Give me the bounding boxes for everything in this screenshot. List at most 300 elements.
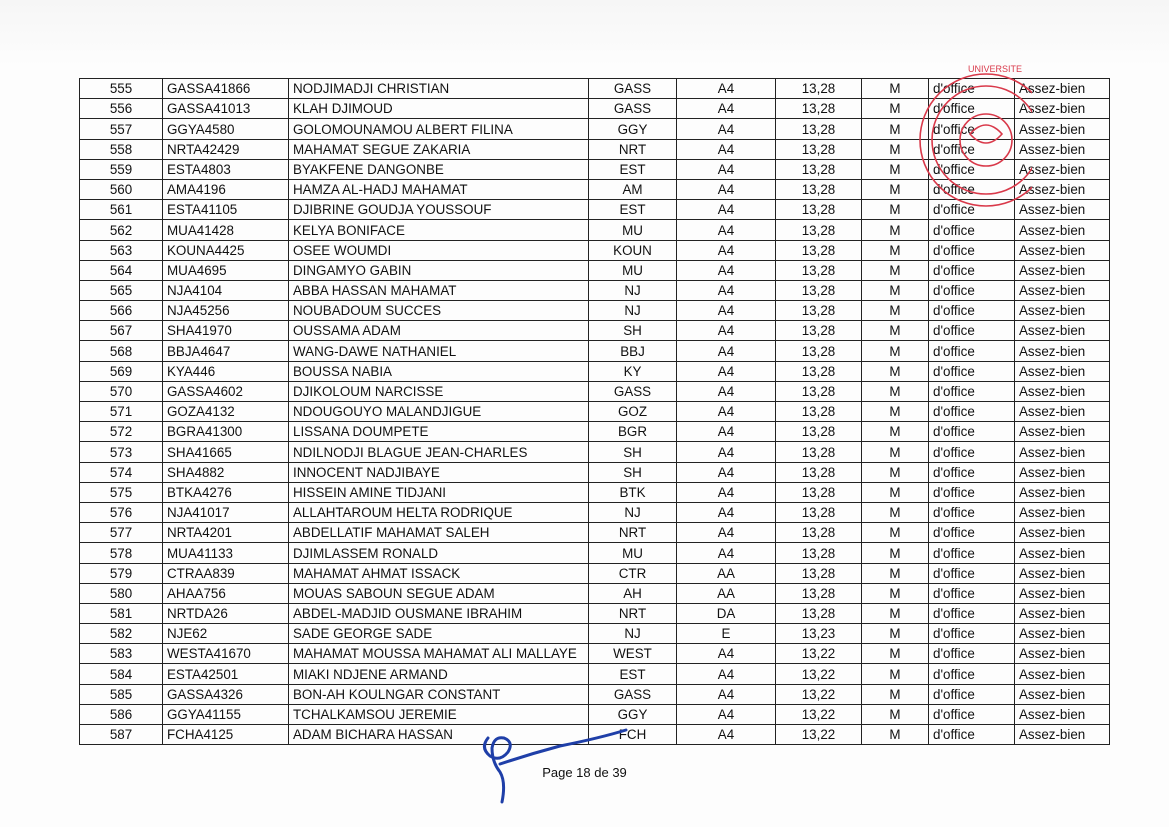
admission-mode-cell: d'office [929,523,1015,543]
table-row [80,543,1110,563]
table-row [80,644,1110,664]
admission-mode-cell: d'office [929,301,1015,321]
row-number-cell: 583 [80,644,163,664]
student-name-cell: OSEE WOUMDI [289,240,589,260]
row-number-cell: 570 [80,381,163,401]
table-row [80,179,1110,199]
page-number: Page 18 de 39 [542,765,627,780]
student-name-cell: NDILNODJI BLAGUE JEAN-CHARLES [289,442,589,462]
level-cell: A4 [677,361,776,381]
level-cell: A4 [677,119,776,139]
admission-mode-cell: d'office [929,624,1015,644]
gender-cell: M [862,361,929,381]
average-cell: 13,22 [776,664,862,684]
student-name-cell: BON-AH KOULNGAR CONSTANT [289,684,589,704]
filiere-cell: MU [589,260,677,280]
average-cell: 13,22 [776,684,862,704]
matricule-cell: ESTA42501 [163,664,289,684]
mention-cell: Assez-bien [1015,644,1110,664]
matricule-cell: GASSA41013 [163,99,289,119]
mention-cell: Assez-bien [1015,603,1110,623]
matricule-cell: NJE62 [163,624,289,644]
admission-mode-cell: d'office [929,220,1015,240]
mention-cell: Assez-bien [1015,361,1110,381]
row-number-cell: 580 [80,583,163,603]
row-number-cell: 569 [80,361,163,381]
mention-cell: Assez-bien [1015,725,1110,745]
filiere-cell: NJ [589,301,677,321]
table-row [80,260,1110,280]
admission-mode-cell: d'office [929,280,1015,300]
matricule-cell: KYA446 [163,361,289,381]
admission-mode-cell: d'office [929,462,1015,482]
admission-mode-cell: d'office [929,260,1015,280]
gender-cell: M [862,381,929,401]
mention-cell: Assez-bien [1015,422,1110,442]
admission-mode-cell: d'office [929,644,1015,664]
level-cell: A4 [677,684,776,704]
level-cell: AA [677,563,776,583]
table-row [80,664,1110,684]
gender-cell: M [862,442,929,462]
mention-cell: Assez-bien [1015,119,1110,139]
matricule-cell: BTKA4276 [163,482,289,502]
level-cell: A4 [677,402,776,422]
filiere-cell: BGR [589,422,677,442]
results-table-body [80,79,1110,745]
matricule-cell: GASSA4326 [163,684,289,704]
row-number-cell: 562 [80,220,163,240]
row-number-cell: 559 [80,159,163,179]
admission-mode-cell: d'office [929,79,1015,99]
mention-cell: Assez-bien [1015,381,1110,401]
gender-cell: M [862,200,929,220]
level-cell: A4 [677,462,776,482]
filiere-cell: KOUN [589,240,677,260]
filiere-cell: SH [589,321,677,341]
average-cell: 13,28 [776,402,862,422]
average-cell: 13,28 [776,381,862,401]
level-cell: A4 [677,502,776,522]
gender-cell: M [862,240,929,260]
table-row [80,301,1110,321]
mention-cell: Assez-bien [1015,280,1110,300]
table-row [80,361,1110,381]
row-number-cell: 561 [80,200,163,220]
student-name-cell: MAHAMAT AHMAT ISSACK [289,563,589,583]
filiere-cell: SH [589,442,677,462]
level-cell: A4 [677,99,776,119]
gender-cell: M [862,119,929,139]
admission-mode-cell: d'office [929,684,1015,704]
level-cell: A4 [677,341,776,361]
row-number-cell: 582 [80,624,163,644]
mention-cell: Assez-bien [1015,442,1110,462]
mention-cell: Assez-bien [1015,583,1110,603]
average-cell: 13,28 [776,321,862,341]
filiere-cell: AM [589,179,677,199]
matricule-cell: NRTDA26 [163,603,289,623]
level-cell: A4 [677,704,776,724]
student-name-cell: DJIMLASSEM RONALD [289,543,589,563]
student-name-cell: DJIKOLOUM NARCISSE [289,381,589,401]
filiere-cell: SH [589,462,677,482]
filiere-cell: GASS [589,381,677,401]
mention-cell: Assez-bien [1015,260,1110,280]
table-row [80,321,1110,341]
table-row [80,704,1110,724]
gender-cell: M [862,280,929,300]
admission-mode-cell: d'office [929,502,1015,522]
admission-mode-cell: d'office [929,442,1015,462]
filiere-cell: EST [589,200,677,220]
average-cell: 13,28 [776,159,862,179]
student-name-cell: LISSANA DOUMPETE [289,422,589,442]
row-number-cell: 572 [80,422,163,442]
mention-cell: Assez-bien [1015,159,1110,179]
filiere-cell: GASS [589,79,677,99]
matricule-cell: GASSA41866 [163,79,289,99]
average-cell: 13,28 [776,442,862,462]
admission-mode-cell: d'office [929,200,1015,220]
level-cell: A4 [677,240,776,260]
mention-cell: Assez-bien [1015,341,1110,361]
filiere-cell: BBJ [589,341,677,361]
average-cell: 13,28 [776,523,862,543]
admission-mode-cell: d'office [929,139,1015,159]
student-name-cell: ABBA HASSAN MAHAMAT [289,280,589,300]
admission-mode-cell: d'office [929,422,1015,442]
filiere-cell: NRT [589,523,677,543]
row-number-cell: 556 [80,99,163,119]
filiere-cell: NRT [589,603,677,623]
matricule-cell: KOUNA4425 [163,240,289,260]
filiere-cell: NJ [589,624,677,644]
table-row [80,563,1110,583]
admission-mode-cell: d'office [929,603,1015,623]
level-cell: A4 [677,179,776,199]
average-cell: 13,28 [776,502,862,522]
row-number-cell: 587 [80,725,163,745]
student-name-cell: TCHALKAMSOU JEREMIE [289,704,589,724]
mention-cell: Assez-bien [1015,482,1110,502]
gender-cell: M [862,79,929,99]
mention-cell: Assez-bien [1015,220,1110,240]
row-number-cell: 585 [80,684,163,704]
average-cell: 13,28 [776,179,862,199]
student-name-cell: ADAM BICHARA HASSAN [289,725,589,745]
average-cell: 13,28 [776,422,862,442]
matricule-cell: NJA4104 [163,280,289,300]
stamp-lettering: UNIVERSITE [968,64,1023,74]
row-number-cell: 577 [80,523,163,543]
row-number-cell: 555 [80,79,163,99]
admission-mode-cell: d'office [929,361,1015,381]
matricule-cell: MUA41133 [163,543,289,563]
mention-cell: Assez-bien [1015,624,1110,644]
gender-cell: M [862,523,929,543]
average-cell: 13,22 [776,725,862,745]
level-cell: DA [677,603,776,623]
average-cell: 13,28 [776,361,862,381]
row-number-cell: 586 [80,704,163,724]
table-row [80,462,1110,482]
admission-mode-cell: d'office [929,543,1015,563]
matricule-cell: SHA41665 [163,442,289,462]
row-number-cell: 584 [80,664,163,684]
gender-cell: M [862,664,929,684]
matricule-cell: SHA41970 [163,321,289,341]
level-cell: AA [677,583,776,603]
matricule-cell: GOZA4132 [163,402,289,422]
average-cell: 13,28 [776,79,862,99]
gender-cell: M [862,402,929,422]
filiere-cell: WEST [589,644,677,664]
row-number-cell: 564 [80,260,163,280]
table-row [80,402,1110,422]
student-name-cell: ABDEL-MADJID OUSMANE IBRAHIM [289,603,589,623]
mention-cell: Assez-bien [1015,502,1110,522]
average-cell: 13,28 [776,482,862,502]
mention-cell: Assez-bien [1015,301,1110,321]
level-cell: A4 [677,442,776,462]
filiere-cell: BTK [589,482,677,502]
mention-cell: Assez-bien [1015,179,1110,199]
row-number-cell: 571 [80,402,163,422]
table-row [80,240,1110,260]
gender-cell: M [862,99,929,119]
gender-cell: M [862,583,929,603]
admission-mode-cell: d'office [929,341,1015,361]
admission-mode-cell: d'office [929,240,1015,260]
table-row [80,220,1110,240]
row-number-cell: 560 [80,179,163,199]
average-cell: 13,28 [776,139,862,159]
average-cell: 13,22 [776,704,862,724]
student-name-cell: BYAKFENE DANGONBE [289,159,589,179]
admission-mode-cell: d'office [929,725,1015,745]
matricule-cell: BBJA4647 [163,341,289,361]
filiere-cell: NRT [589,139,677,159]
average-cell: 13,28 [776,280,862,300]
admission-mode-cell: d'office [929,119,1015,139]
filiere-cell: EST [589,664,677,684]
table-row [80,725,1110,745]
gender-cell: M [862,684,929,704]
average-cell: 13,22 [776,644,862,664]
student-name-cell: HAMZA AL-HADJ MAHAMAT [289,179,589,199]
level-cell: A4 [677,482,776,502]
filiere-cell: KY [589,361,677,381]
table-row [80,624,1110,644]
mention-cell: Assez-bien [1015,543,1110,563]
level-cell: A4 [677,321,776,341]
matricule-cell: NJA41017 [163,502,289,522]
matricule-cell: ESTA41105 [163,200,289,220]
gender-cell: M [862,462,929,482]
level-cell: A4 [677,725,776,745]
mention-cell: Assez-bien [1015,684,1110,704]
matricule-cell: NRTA42429 [163,139,289,159]
level-cell: A4 [677,543,776,563]
matricule-cell: MUA4695 [163,260,289,280]
filiere-cell: GASS [589,99,677,119]
gender-cell: M [862,422,929,442]
level-cell: A4 [677,139,776,159]
mention-cell: Assez-bien [1015,523,1110,543]
gender-cell: M [862,341,929,361]
row-number-cell: 566 [80,301,163,321]
student-name-cell: NOUBADOUM SUCCES [289,301,589,321]
table-row [80,99,1110,119]
student-name-cell: DINGAMYO GABIN [289,260,589,280]
gender-cell: M [862,179,929,199]
admission-mode-cell: d'office [929,664,1015,684]
student-name-cell: MIAKI NDJENE ARMAND [289,664,589,684]
filiere-cell: MU [589,543,677,563]
gender-cell: M [862,644,929,664]
matricule-cell: MUA41428 [163,220,289,240]
gender-cell: M [862,321,929,341]
average-cell: 13,28 [776,99,862,119]
filiere-cell: FCH [589,725,677,745]
mention-cell: Assez-bien [1015,240,1110,260]
admission-mode-cell: d'office [929,179,1015,199]
average-cell: 13,28 [776,220,862,240]
gender-cell: M [862,502,929,522]
level-cell: A4 [677,260,776,280]
level-cell: A4 [677,280,776,300]
student-name-cell: KELYA BONIFACE [289,220,589,240]
mention-cell: Assez-bien [1015,402,1110,422]
table-row [80,502,1110,522]
table-row [80,684,1110,704]
student-name-cell: GOLOMOUNAMOU ALBERT FILINA [289,119,589,139]
student-name-cell: BOUSSA NABIA [289,361,589,381]
level-cell: A4 [677,664,776,684]
matricule-cell: GGYA4580 [163,119,289,139]
student-name-cell: KLAH DJIMOUD [289,99,589,119]
student-name-cell: ALLAHTAROUM HELTA RODRIQUE [289,502,589,522]
level-cell: A4 [677,301,776,321]
row-number-cell: 573 [80,442,163,462]
filiere-cell: NJ [589,280,677,300]
row-number-cell: 565 [80,280,163,300]
average-cell: 13,28 [776,260,862,280]
student-name-cell: MAHAMAT SEGUE ZAKARIA [289,139,589,159]
student-name-cell: MOUAS SABOUN SEGUE ADAM [289,583,589,603]
filiere-cell: AH [589,583,677,603]
matricule-cell: AMA4196 [163,179,289,199]
gender-cell: M [862,543,929,563]
student-name-cell: DJIBRINE GOUDJA YOUSSOUF [289,200,589,220]
level-cell: A4 [677,220,776,240]
row-number-cell: 567 [80,321,163,341]
filiere-cell: GGY [589,704,677,724]
row-number-cell: 558 [80,139,163,159]
table-row [80,523,1110,543]
mention-cell: Assez-bien [1015,563,1110,583]
average-cell: 13,28 [776,583,862,603]
table-row [80,603,1110,623]
gender-cell: M [862,704,929,724]
gender-cell: M [862,301,929,321]
average-cell: 13,28 [776,301,862,321]
student-name-cell: NODJIMADJI CHRISTIAN [289,79,589,99]
student-name-cell: MAHAMAT MOUSSA MAHAMAT ALI MALLAYE [289,644,589,664]
level-cell: A4 [677,79,776,99]
average-cell: 13,28 [776,200,862,220]
mention-cell: Assez-bien [1015,79,1110,99]
table-row [80,341,1110,361]
table-row [80,79,1110,99]
average-cell: 13,28 [776,240,862,260]
level-cell: A4 [677,159,776,179]
row-number-cell: 557 [80,119,163,139]
level-cell: E [677,624,776,644]
filiere-cell: NJ [589,502,677,522]
mention-cell: Assez-bien [1015,664,1110,684]
admission-mode-cell: d'office [929,321,1015,341]
matricule-cell: BGRA41300 [163,422,289,442]
admission-mode-cell: d'office [929,482,1015,502]
gender-cell: M [862,159,929,179]
average-cell: 13,28 [776,563,862,583]
filiere-cell: GGY [589,119,677,139]
level-cell: A4 [677,523,776,543]
filiere-cell: GASS [589,684,677,704]
average-cell: 13,28 [776,603,862,623]
gender-cell: M [862,260,929,280]
average-cell: 13,28 [776,462,862,482]
level-cell: A4 [677,200,776,220]
student-name-cell: NDOUGOUYO MALANDJIGUE [289,402,589,422]
row-number-cell: 579 [80,563,163,583]
average-cell: 13,28 [776,341,862,361]
admission-mode-cell: d'office [929,402,1015,422]
student-name-cell: INNOCENT NADJIBAYE [289,462,589,482]
mention-cell: Assez-bien [1015,99,1110,119]
level-cell: A4 [677,422,776,442]
admission-mode-cell: d'office [929,381,1015,401]
table-row [80,119,1110,139]
gender-cell: M [862,220,929,240]
admission-mode-cell: d'office [929,563,1015,583]
mention-cell: Assez-bien [1015,139,1110,159]
gender-cell: M [862,482,929,502]
gender-cell: M [862,603,929,623]
matricule-cell: NJA45256 [163,301,289,321]
row-number-cell: 578 [80,543,163,563]
student-name-cell: ABDELLATIF MAHAMAT SALEH [289,523,589,543]
admission-mode-cell: d'office [929,159,1015,179]
row-number-cell: 575 [80,482,163,502]
table-row [80,200,1110,220]
filiere-cell: CTR [589,563,677,583]
gender-cell: M [862,563,929,583]
student-name-cell: WANG-DAWE NATHANIEL [289,341,589,361]
table-row [80,422,1110,442]
average-cell: 13,28 [776,543,862,563]
row-number-cell: 581 [80,603,163,623]
student-name-cell: OUSSAMA ADAM [289,321,589,341]
filiere-cell: MU [589,220,677,240]
table-row [80,139,1110,159]
row-number-cell: 563 [80,240,163,260]
table-row [80,381,1110,401]
filiere-cell: GOZ [589,402,677,422]
table-row [80,482,1110,502]
